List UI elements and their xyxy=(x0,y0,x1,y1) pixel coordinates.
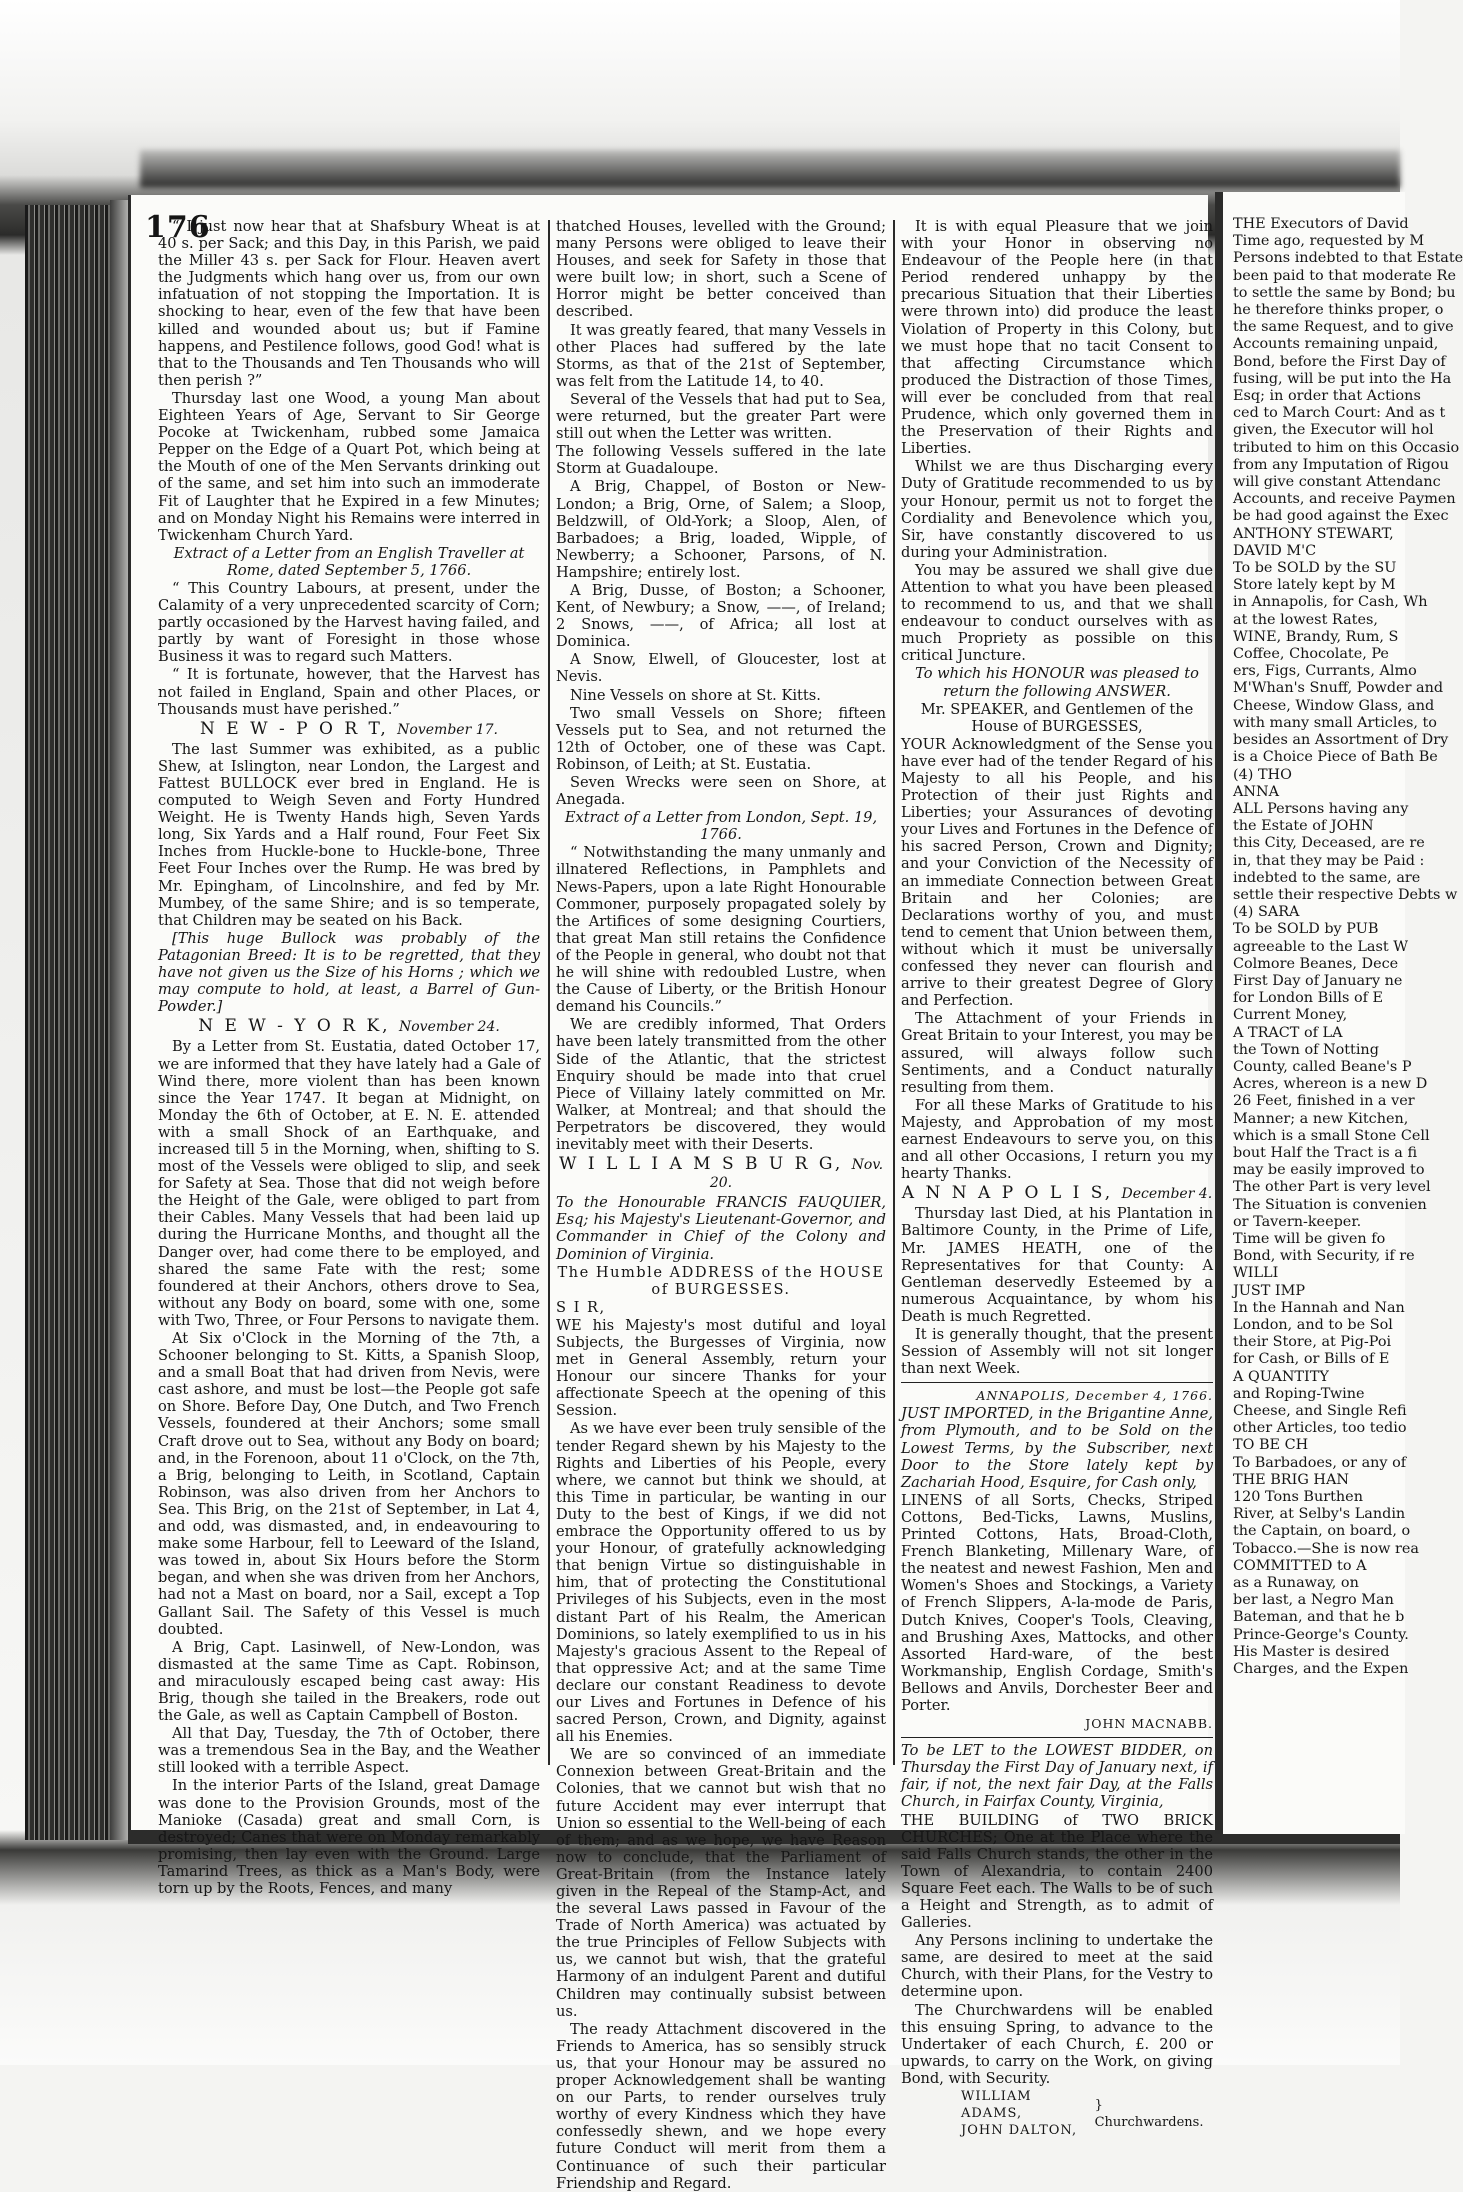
paragraph: In the interior Parts of the Island, great Damage was done to the Provision Grounds, most of the Manioke (Casada) great and small Corn, is destroyed; Canes that were on Monday remarkably promising, then lay even with the Ground. Large Tamarind Trees, as thick as a Man's Body, were torn up by the Roots, Fences, and many xyxy=(158,1777,540,1897)
column-rule xyxy=(548,220,550,1765)
facing-page-line: WINE, Brandy, Rum, S xyxy=(1233,628,1399,645)
facing-page xyxy=(1215,192,1463,1834)
paragraph: The Attachment of your Friends in Great Britain to your Interest, you may be assured, will always follow such Sentiments, and a Conduct naturally resulting from them. xyxy=(901,1010,1213,1096)
facing-page-line: County, called Beane's P xyxy=(1233,1058,1412,1075)
editorial-note: [This huge Bullock was probably of the Patagonian Breed: It is to be regretted, that they have not given us the Size of his Horns ; which we may compute to hold, at least, a Barrel of Gun-Powder.] xyxy=(158,929,540,1016)
paragraph: YOUR Acknowledgment of the Sense you have ever had of the tender Regard of his Majesty to all his People, and his Protection of their just Rights and Liberties; your Assurances of devoting your Lives and Fortunes in the Defence of his sacred Person, Crown and Dignity; and your Conviction of the Necessity of an immediate Connection between Great Britain and her Colonies; are Declarations worthy of you, and must tend to cement that Union between them, without which it must be universally confessed they never can flourish and arrive to their greatest Degree of Glory and Perfection. xyxy=(901,735,1213,1010)
paragraph: A Brig, Capt. Lasinwell, of New-London, was dismasted at the same Time as Capt. Robinson, and miraculously escaped being cast away: His Brig, though she tailed in the Breakers, rode out the Gale, as well as Captain Campbell of Boston. xyxy=(158,1638,540,1725)
signer-role: } Churchwardens. xyxy=(1094,2097,1204,2130)
facing-page-line: Tobacco.—She is now rea xyxy=(1233,1540,1420,1557)
facing-page-line: their Store, at Pig-Poi xyxy=(1233,1334,1392,1351)
facing-page-line: will give constant Attendanc xyxy=(1233,474,1441,491)
facing-page-line: Cheese, Window Glass, and xyxy=(1233,697,1435,714)
facing-page-line: as a Runaway, on xyxy=(1233,1575,1359,1592)
facing-page-line: Store lately kept by M xyxy=(1233,577,1396,594)
paragraph: The Churchwardens will be enabled this ensuing Spring, to advance to the Undertaker of each Church, £. 200 or upwards, to carry on the Work, on giving Bond, with Security. xyxy=(901,2001,1213,2087)
advertisement-heading: JUST IMPORTED, in the Brigantine Anne, from Plymouth, and to be Sold on the Lowest Terms, by the Subscriber, next Door to the Store lately kept by Zachariah Hood, Esquire, for Cash only, xyxy=(901,1405,1213,1491)
answer-salutation: Mr. SPEAKER, and Gentlemen of the House of BURGESSES, xyxy=(920,700,1194,735)
address-recipient: To the Honourable FRANCIS FAUQUIER, Esq; his Majesty's Lieutenant-Governor, and Commander in Chief of the Colony and Dominion of Virginia. xyxy=(556,1194,886,1263)
page-top-shadow xyxy=(140,150,1400,188)
facing-page-line: Bond, with Security, if re xyxy=(1233,1248,1415,1265)
paragraph: thatched Houses, levelled with the Ground; many Persons were obliged to leave their Houses, and seek for Safety in those that were built low; in short, such a Scene of Horror might be better conceived than described. xyxy=(556,218,886,321)
facing-page-line: or Tavern-keeper. xyxy=(1233,1213,1362,1230)
facing-page-line: ber last, a Negro Man xyxy=(1233,1592,1394,1609)
facing-page-line: ALL Persons having any xyxy=(1233,800,1409,817)
facing-page-line: First Day of January ne xyxy=(1233,972,1403,989)
book-spine xyxy=(25,205,110,1840)
facing-page-line: in, that they may be Paid : xyxy=(1233,852,1425,869)
churchwardens-signature xyxy=(901,2088,1213,2139)
facing-page-line: ced to March Court: And as t xyxy=(1233,405,1446,422)
paragraph: Any Persons inclining to undertake the same, are desired to meet at the said Church, with their Plans, for the Vestry to determine upon. xyxy=(901,1932,1213,2001)
facing-page-line: Time will be given fo xyxy=(1233,1230,1386,1247)
facing-page-line: The other Part is very level xyxy=(1233,1179,1431,1196)
paragraph: “ I just now hear that at Shafsbury Wheat is at 40 s. per Sack; and this Day, in this Parish, we paid the Miller 43 s. per Sack for Flour. Heaven avert the Judgments which hang over us, from our own infatuation of not stopping the Importation. It is shocking to hear, even of the few that have been killed and wounded about us; but if Famine happens, and Pestilence follows, good God! what is that to the Thousands and Ten Thousands who will then perish ?” xyxy=(158,218,540,389)
facing-page-line: which is a small Stone Cell xyxy=(1233,1127,1430,1144)
paragraph: Nine Vessels on shore at St. Kitts. xyxy=(570,686,821,704)
facing-page-line: ers, Figs, Currants, Almo xyxy=(1233,663,1417,680)
dateline-annapolis: A N N A P O L I S, December 4. xyxy=(901,1183,1213,1204)
facing-page-line: To be SOLD by the SU xyxy=(1233,560,1397,577)
paragraph: By a Letter from St. Eustatia, dated October 17, we are informed that they have lately had a Gale of Wind there, more violent than has been known since the Year 1747. It began at Midnight, on Monday the 6th of October, at E. N. E. attended with a small Shock of an Earthquake, and increased till 5 in the Morning, when, shifting to S. most of the Vessels were obliged to slip, and seek for Safety at Sea. Those that did not weigh before the Height of the Gale, were obliged to part from their Cables. Many Vessels that had been laid up during the Hurricane Months, and thought all the Danger over, had come there to be employed, and shared the same Fate with the rest; some foundered at their Anchors, others drove to Sea, without any Body on board, some with one, some with Two, Three, or Four Persons to navigate them. xyxy=(158,1038,540,1329)
paragraph: WE his Majesty's most dutiful and loyal Subjects, the Burgesses of Virginia, now met in General Assembly, return your Honour our sincere Thanks for your affectionate Speech at the opening of this Session. xyxy=(556,1316,886,1420)
facing-page-line: with many small Articles, to xyxy=(1233,714,1437,731)
dateline-williamsburg: W I L L I A M S B U R G, Nov. 20. xyxy=(558,1154,884,1192)
facing-page-line: other Articles, too tedio xyxy=(1233,1420,1407,1437)
paragraph: A Brig, Chappel, of Boston or New-London; a Brig, Orne, of Salem; a Sloop, Beldzwill, of Old-York; a Sloop, Alen, of Barbadoes; a Brig, loaded, Wipple, of Newberry; a Schooner, Parsons, of N. Hampshire; entirely lost. xyxy=(556,478,886,581)
advertisement-body: THE BUILDING of TWO BRICK CHURCHES; One at the Place where the said Falls Church stands, the other in the Town of Alexandria, to contain 2400 Square Feet each. The Walls to be of such a Height and Strength, as to admit of Galleries. xyxy=(901,1811,1213,1932)
facing-page-line: the Estate of JOHN xyxy=(1233,818,1374,835)
facing-page-line: been paid to that moderate Re xyxy=(1233,267,1456,284)
paragraph: “ It is fortunate, however, that the Harvest has not failed in England, Spain and other Places, or Thousands must have perished.” xyxy=(158,666,540,718)
facing-page-line: Acres, whereon is a new D xyxy=(1233,1076,1428,1093)
address-title: The Humble ADDRESS of the HOUSE of BURGESSES. xyxy=(557,1263,885,1298)
paragraph: Thursday last Died, at his Plantation in Baltimore County, in the Prime of Life, Mr. JAMES HEATH, one of the Representatives for that County: A Gentleman deservedly Esteemed by a numerous Acquaintance, by whom his Death is much Regretted. xyxy=(901,1205,1213,1325)
paragraph: Seven Wrecks were seen on Shore, at Anegada. xyxy=(556,774,886,809)
facing-page-line: WILLI xyxy=(1233,1265,1279,1282)
facing-page-line: at the lowest Rates, xyxy=(1233,611,1378,628)
paragraph: “ Notwithstanding the many unmanly and illnatered Reflections, in Pamphlets and News-Papers, upon a late Right Honourable Commoner, purposely propagated solely by the Artifices of some designing Courtiers, that great Man still retains the Confidence of the People in general, who doubt not that he will shine with redoubled Lustre, when the Cause of Liberty, or the British Honour demand his Councils.” xyxy=(556,844,886,1016)
paragraph: Thursday last one Wood, a young Man about Eighteen Years of Age, Servant to Sir George Pocoke at Twickenham, rubbed some Jamaica Pepper on the Edge of a Quart Pot, which being at the Mouth of one of the Men Servants drinking out of the same, and set him into such an immoderate Fit of Laughter that he Expired in a few Minutes; and on Monday Night his Remains were interred in Twickenham Church Yard. xyxy=(158,389,540,544)
facing-page-line: To be SOLD by PUB xyxy=(1233,921,1379,938)
facing-page-line: To Barbadoes, or any of xyxy=(1233,1454,1407,1471)
paragraph: A Snow, Elwell, of Gloucester, lost at Nevis. xyxy=(556,651,886,686)
facing-page-line: Current Money, xyxy=(1233,1007,1348,1024)
facing-page-line: indebted to the same, are xyxy=(1233,869,1421,886)
facing-page-line: THE Executors of David xyxy=(1233,216,1409,232)
facing-page-line: in Annapolis, for Cash, Wh xyxy=(1233,594,1428,611)
signer-name: WILLIAM ADAMS, xyxy=(961,2089,1032,2122)
dateline-newport: N E W - P O R T, November 17. xyxy=(200,718,498,739)
facing-page-line: Time ago, requested by M xyxy=(1233,233,1425,250)
facing-page-line: Colmore Beanes, Dece xyxy=(1233,955,1399,972)
paragraph: Whilst we are thus Discharging every Duty of Gratitude recommended to us by your Honour, permit us not to forget the Cordiality and Benevolence which you, Sir, have constantly discovered to us during your Administration. xyxy=(901,458,1213,561)
extract-heading: Extract of a Letter from an English Traveller at Rome, dated September 5, 1766. xyxy=(173,544,525,579)
paragraph: A Brig, Dusse, of Boston; a Schooner, Kent, of Newbury; a Snow, ——, of Ireland; 2 Snows, ——, of Africa; all lost at Dominica. xyxy=(556,581,886,651)
facing-page-line: 26 Feet, finished in a ver xyxy=(1233,1093,1415,1110)
facing-page-line: and Roping-Twine xyxy=(1233,1385,1365,1402)
facing-page-line: Bateman, and that he b xyxy=(1233,1609,1405,1626)
facing-page-line: settle their respective Debts w xyxy=(1233,886,1458,903)
paragraph: As we have ever been truly sensible of the tender Regard shewn by his Majesty to the Rights and Liberties of his People, every where, we cannot but think we should, at this Time in particular, be wanting in our Duty to the best of Kings, if we did not embrace the Opportunity offered to us by your Honour, of gratefully acknowledging that benign Virtue so distinguishable in him, that of protecting the Constitutional Privileges of his Subjects, even in the most distant Part of his Realm, the American Dominions, so lately exemplified to us in his Majesty's gracious Assent to the Repeal of that oppressive Act; and at the same Time declare our constant Readiness to devote our Lives and Fortunes in Defence of his sacred Person, Crown, and Dignity, against all his Enemies. xyxy=(556,1420,886,1746)
advertisement-date: ANNAPOLIS, December 4, 1766. xyxy=(976,1388,1213,1404)
column-rule xyxy=(893,220,895,1765)
divider xyxy=(901,1382,1213,1383)
column-3 xyxy=(901,218,1213,2139)
facing-page-line: ANTHONY STEWART, xyxy=(1233,525,1394,542)
facing-page-line: for Cash, or Bills of E xyxy=(1233,1351,1390,1368)
facing-page-line: Accounts, and receive Paymen xyxy=(1233,491,1456,508)
facing-page-line: Cheese, and Single Refi xyxy=(1233,1403,1407,1420)
facing-page-line: DAVID M'C xyxy=(1233,542,1317,559)
facing-page-line: bout Half the Tract is a fi xyxy=(1233,1144,1418,1161)
facing-page-line: Esq; in order that Actions xyxy=(1233,388,1421,405)
advertisement-heading: To be LET to the LOWEST BIDDER, on Thursday the First Day of January next, if fair, if not, the next fair Day, at the Falls Church, in Fairfax County, Virginia, xyxy=(901,1742,1213,1811)
facing-page-line: The Situation is convenien xyxy=(1233,1196,1427,1213)
facing-page-line: River, at Selby's Landin xyxy=(1233,1506,1406,1523)
facing-page-line: the Town of Notting xyxy=(1233,1041,1379,1058)
facing-page-line: tributed to him on this Occasio xyxy=(1233,439,1460,456)
facing-page-line: this City, Deceased, are re xyxy=(1233,835,1425,852)
column-1 xyxy=(158,218,540,1897)
signer-name: JOHN DALTON, xyxy=(961,2123,1078,2139)
facing-page-line: A TRACT of LA xyxy=(1233,1024,1343,1041)
paragraph: All that Day, Tuesday, the 7th of October, there was a tremendous Sea in the Bay, and the Weather still looked with a terrible Aspect. xyxy=(158,1725,540,1777)
divider xyxy=(901,1737,1213,1738)
paragraph: At Six o'Clock in the Morning of the 7th, a Schooner belonging to St. Kitts, a Spanish Sloop, and a small Boat that had driven from Nevis, were cast ashore, and must be lost—the People got safe on Shore. Before Day, One Dutch, and Two French Vessels, foundered at their Anchors; some small Craft drove out to Sea, without any Body on board; and, in the Forenoon, about 11 o'Clock, on the 7th, a Brig, belonging to Leith, in Scotland, Captain Robinson, was also driven from her Anchors to Sea. This Brig, on the 21st of September, in Lat 4, and odd, was dismasted, and, in endeavouring to make some Harbour, fell to Leeward of the Island, was towed in, about Six Hours before the Storm began, and when she was driven from her Anchors, had not a Mast on board, nor a Sail, except a Top Gallant Sail. The Safety of this Vessel is much doubted. xyxy=(158,1330,540,1638)
facing-page-line: Persons indebted to that Estate xyxy=(1233,250,1463,267)
facing-page-line: be had good against the Exec xyxy=(1233,508,1449,525)
facing-page-line: for London Bills of E xyxy=(1233,990,1384,1007)
answer-intro: To which his HONOUR was pleased to return the following ANSWER. xyxy=(915,665,1199,700)
facing-page-line: TO BE CH xyxy=(1233,1437,1309,1454)
facing-page-line: M'Whan's Snuff, Powder and xyxy=(1233,680,1444,697)
facing-page-line: JUST IMP xyxy=(1233,1282,1306,1299)
facing-page-text xyxy=(1233,216,1463,1678)
paragraph: It was greatly feared, that many Vessels in other Places had suffered by the late Storms, as that of the 21st of September, was felt from the Latitude 14, to 40. xyxy=(556,321,886,390)
paragraph: It is with equal Pleasure that we join with your Honor in observing no Endeavour of the People here (in that Period rendered unhappy by the precarious Situation that their Liberties were thrown into) did produce the least Violation of Property in this Colony, but we must hope that no tacit Consent to that affecting Circumstance which produced the Distraction of those Times, will ever be concluded from that real Prudence, which only governed them in the Preservation of their Rights and Liberties. xyxy=(901,218,1213,458)
facing-page-line: Accounts remaining unpaid, xyxy=(1233,336,1439,353)
paragraph: You may be assured we shall give due Attention to what you have been pleased to recommend to us, and that we shall endeavour to conduct ourselves with as much Propriety as possible on this critical Juncture. xyxy=(901,561,1213,665)
facing-page-line: fusing, will be put into the Ha xyxy=(1233,370,1452,387)
extract-heading: Extract of a Letter from London, Sept. 19, 1766. xyxy=(564,809,878,844)
facing-page-line: may be easily improved to xyxy=(1233,1162,1425,1179)
list-heading: The following Vessels suffered in the late Storm at Guadaloupe. xyxy=(556,443,886,478)
facing-page-line: given, the Executor will hol xyxy=(1233,422,1434,439)
facing-page-line: In the Hannah and Nan xyxy=(1233,1299,1405,1316)
facing-page-line: His Master is desired xyxy=(1233,1643,1390,1660)
facing-page-line: he therefore thinks proper, o xyxy=(1233,302,1444,319)
facing-page-line: (4) THO xyxy=(1233,766,1292,783)
facing-page-line: 120 Tons Burthen xyxy=(1233,1489,1363,1506)
page-number: 176 xyxy=(145,210,211,245)
facing-page-line: the Captain, on board, o xyxy=(1233,1523,1411,1540)
paragraph: Several of the Vessels that had put to Sea, were returned, but the greater Part were still out when the Letter was written. xyxy=(556,390,886,443)
facing-page-line: Prince-George's County. xyxy=(1233,1626,1409,1643)
facing-page-line: Charges, and the Expen xyxy=(1233,1661,1409,1678)
facing-page-line: COMMITTED to A xyxy=(1233,1557,1367,1574)
facing-page-line: to settle the same by Bond; bu xyxy=(1233,284,1456,301)
paragraph: For all these Marks of Gratitude to his Majesty, and Approbation of my most earnest Endeavours to serve you, on this and all other Occasions, I return you my hearty Thanks. xyxy=(901,1096,1213,1183)
column-2 xyxy=(556,218,886,2192)
facing-page-line: Manner; a new Kitchen, xyxy=(1233,1110,1409,1127)
advertisement-body: LINENS of all Sorts, Checks, Striped Cottons, Bed-Ticks, Lawns, Muslins, Printed Cottons, Hats, Broad-Cloth, French Blanketing, Millenary Ware, of the neatest and newest Fashion, Men and Women's Shoes and Stockings, a Variety of French Slippers, A-la-mode de Paris, Dutch Knives, Cooper's Tools, Cleaving, and Brushing Axes, Mattocks, and other Assorted Hard-ware, of the best Workmanship, English Cordage, Smith's Bellows and Anvils, Dorchester Beer and Porter. xyxy=(901,1491,1213,1714)
paragraph: We are credibly informed, That Orders have been lately transmitted from the other Side of the Atlantic, that the strictest Enquiry should be made into that cruel Piece of Villainy lately committed on Mr. Walker, at Montreal; and that should the Perpetrators be discovered, they would inevitably meet with their Deserts. xyxy=(556,1016,886,1153)
facing-page-line: A QUANTITY xyxy=(1233,1368,1329,1385)
facing-page-line: the same Request, and to give xyxy=(1233,319,1454,336)
facing-page-line: Bond, before the First Day of xyxy=(1233,353,1446,370)
paragraph: The last Summer was exhibited, as a public Shew, at Islington, near London, the Largest and Fattest BULLOCK ever bred in England. He is computed to Weigh Seven and Forty Hundred Weight. He is Twenty Hands high, Seven Yards long, Six Yards and a Half round, Four Feet Six Inches from Huckle-bone to Huckle-bone, Three Feet Four Inches over the Rump. He was bred by Mr. Epingham, of Lincolnshire, and fed by Mr. Mumbey, of the same Shire; and is so temperate, that Children may be seated on his Back. xyxy=(158,740,540,929)
paragraph: It is generally thought, that the present Session of Assembly will not sit longer than next Week. xyxy=(901,1326,1213,1378)
facing-page-line: besides an Assortment of Dry xyxy=(1233,732,1449,749)
facing-page-line: ANNA xyxy=(1233,783,1279,800)
facing-page-line: from any Imputation of Rigou xyxy=(1233,456,1449,473)
paragraph: The ready Attachment discovered in the Friends to America, has so sensibly struck us, that your Honour may be assured no proper Acknowledgement shall be wanting on our Parts, to render ourselves truly worthy of every Kindness which they have confessedly shewn, and we hope every future Conduct will merit from them a Continuance of such their particular Friendship and Regard. xyxy=(556,2020,886,2192)
facing-page-line: London, and to be Sol xyxy=(1233,1317,1393,1333)
facing-page-line: (4) SARA xyxy=(1233,904,1300,921)
facing-page-line: is a Choice Piece of Bath Be xyxy=(1233,749,1438,766)
facing-page-line: THE BRIG HAN xyxy=(1233,1471,1349,1488)
dateline-new-york: N E W - Y O R K, November 24. xyxy=(198,1016,500,1037)
advertisement-signature: JOHN MACNABB. xyxy=(1085,1716,1213,1732)
paragraph: Two small Vessels on Shore; fifteen Vessels put to Sea, and not returned the 12th of October, one of these was Capt. Robinson, of Leith; at St. Eustatia. xyxy=(556,704,886,773)
paragraph: “ This Country Labours, at present, under the Calamity of a very unprecedented scarcity of Corn; partly occasioned by the Harvest having failed, and partly by want of Foresight in those whose Business it was to regard such Matters. xyxy=(158,579,540,666)
paragraph: We are so convinced of an immediate Connexion between Great-Britain and the Colonies, that we cannot but wish that no future Accident may ever interrupt that Union so essential to the Well-being of each of them; and as we hope, we have Reason now to conclude, that the Parliament of Great-Britain (from the Instance lately given in the Repeal of the Stamp-Act, and the several Laws passed in Favour of the Trade of North America) was actuated by the true Principles of Fellow Subjects with us, we cannot but wish, that the grateful Harmony of an indulgent Parent and dutiful Children may continually subsist between us. xyxy=(556,1746,886,2020)
facing-page-line: agreeable to the Last W xyxy=(1233,938,1409,955)
facing-page-line: Coffee, Chocolate, Pe xyxy=(1233,646,1389,663)
salutation: S I R, xyxy=(556,1298,606,1316)
